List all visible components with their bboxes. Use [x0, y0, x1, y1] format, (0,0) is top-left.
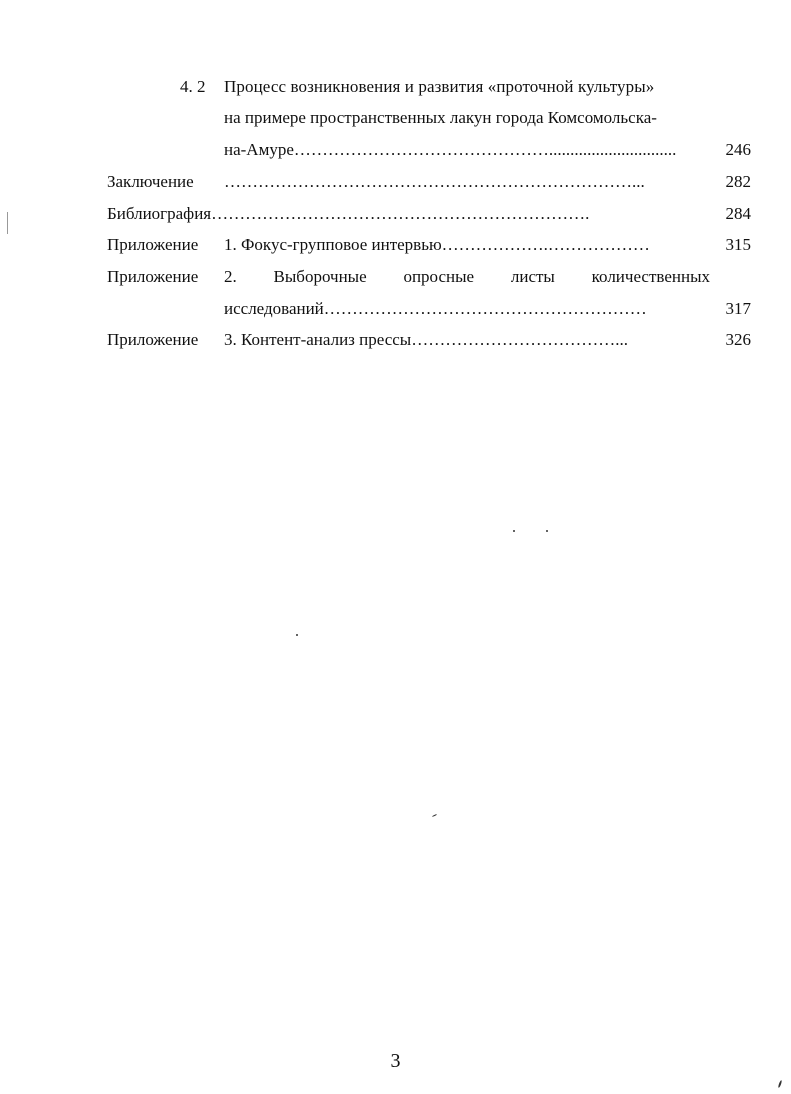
toc-word: 2. — [224, 267, 237, 286]
toc-entry-title-line-3: на-Амуре……………………………………….............................. — [224, 140, 677, 159]
toc-entry-label: Приложение — [107, 267, 199, 286]
toc-word: Выборочные — [273, 267, 367, 286]
toc-entry-title: 3. Контент-анализ прессы………………………………... — [224, 330, 628, 349]
toc-entry-title: 1. Фокус-групповое интервью……………….……………… — [224, 235, 650, 254]
scan-speck — [546, 530, 548, 532]
toc-entry-title-line-2: исследований………………………………………………… — [224, 299, 647, 318]
toc-entry-label: Библиография…………………………………………………………. — [107, 204, 590, 223]
scan-speck — [778, 1080, 783, 1088]
scan-speck — [296, 634, 298, 636]
toc-entry-leader: ………………………………………………………………... — [224, 172, 645, 191]
toc-entry-label: Приложение — [107, 330, 199, 349]
toc-word: количественных — [591, 267, 710, 286]
toc-word: листы — [510, 267, 555, 286]
page-number: 3 — [390, 1050, 401, 1072]
toc-page-number: 317 — [725, 299, 751, 318]
toc-entry-title-line-2: на примере пространственных лакун города Комсомольска- — [224, 108, 657, 127]
toc-entry-label: Приложение — [107, 235, 199, 254]
toc-word: опросные — [403, 267, 475, 286]
toc-entry-title-line-1: Процесс возникновения и развития «проточной культуры» — [224, 77, 655, 96]
toc-page-number: 315 — [725, 235, 751, 254]
toc-page-number: 326 — [725, 330, 751, 349]
margin-mark — [7, 212, 8, 234]
toc-page-number: 282 — [725, 172, 751, 191]
toc-entry-label: Заключение — [107, 172, 194, 191]
toc-entry-title-line-1 — [224, 267, 710, 287]
toc-entry-number: 4. 2 — [180, 77, 206, 96]
toc-page-number: 284 — [725, 204, 751, 223]
scan-speck — [513, 530, 515, 532]
toc-page-number: 246 — [725, 140, 751, 159]
scan-speck — [432, 814, 437, 817]
